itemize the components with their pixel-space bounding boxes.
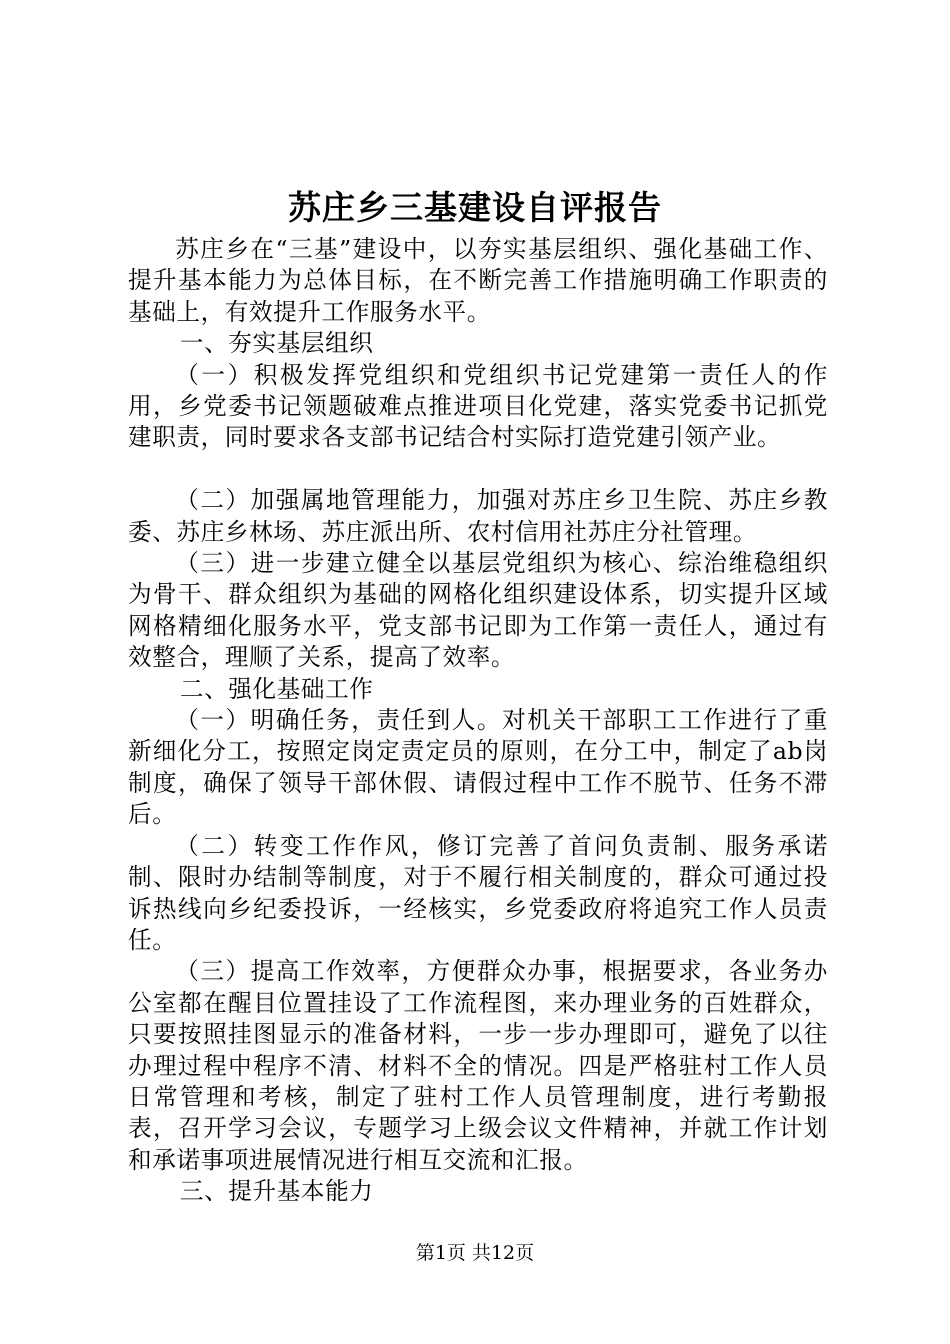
body-paragraph: （一）明确任务，责任到人。对机关干部职工工作进行了重新细化分工，按照定岗定责定员的原则，在分工中，制定了ab岗制度，确保了领导干部休假、请假过程中工作不脱节、任务不滞后。 <box>128 706 828 829</box>
page-number-footer: 第1页 共12页 <box>415 1242 535 1264</box>
document-title: 苏庄乡三基建设自评报告 <box>288 188 662 227</box>
section-heading-2: 二、强化基础工作 <box>179 674 374 703</box>
body-paragraph: （三）进一步建立健全以基层党组织为核心、综治维稳组织为骨干、群众组织为基础的网格化组织建设体系，切实提升区域网格精细化服务水平，党支部书记即为工作第一责任人，通过有效整合，理顺了关系，提高了效率。 <box>128 549 828 672</box>
body-paragraph: （二）转变工作作风，修订完善了首问负责制、服务承诺制、限时办结制等制度，对于不履行相关制度的，群众可通过投诉热线向乡纪委投诉，一经核实，乡党委政府将追究工作人员责任。 <box>128 831 828 954</box>
intro-paragraph: 苏庄乡在“三基”建设中，以夯实基层组织、强化基础工作、提升基本能力为总体目标，在不断完善工作措施明确工作职责的基础上，有效提升工作服务水平。 <box>128 235 828 326</box>
body-paragraph: （二）加强属地管理能力，加强对苏庄乡卫生院、苏庄乡教委、苏庄乡林场、苏庄派出所、农村信用社苏庄分社管理。 <box>128 486 828 546</box>
body-paragraph: （一）积极发挥党组织和党组织书记党建第一责任人的作用，乡党委书记领题破难点推进项目化党建，落实党委书记抓党建职责，同时要求各支部书记结合村实际打造党建引领产业。 <box>128 360 828 452</box>
body-paragraph: （三）提高工作效率，方便群众办事，根据要求，各业务办公室都在醒目位置挂设了工作流程图，来办理业务的百姓群众，只要按照挂图显示的准备材料，一步一步办理即可，避免了以往办理过程中程序不清、材料不全的情况。四是严格驻村工作人员日常管理和考核，制定了驻村工作人员管理制度，进行考勤报表，召开学习会议，专题学习上级会议文件精神，并就工作计划和承诺事项进展情况进行相互交流和汇报。 <box>128 957 828 1174</box>
section-heading-3: 三、提升基本能力 <box>179 1177 374 1206</box>
section-heading-1: 一、夯实基层组织 <box>179 329 374 358</box>
document-body <box>128 234 828 1208</box>
